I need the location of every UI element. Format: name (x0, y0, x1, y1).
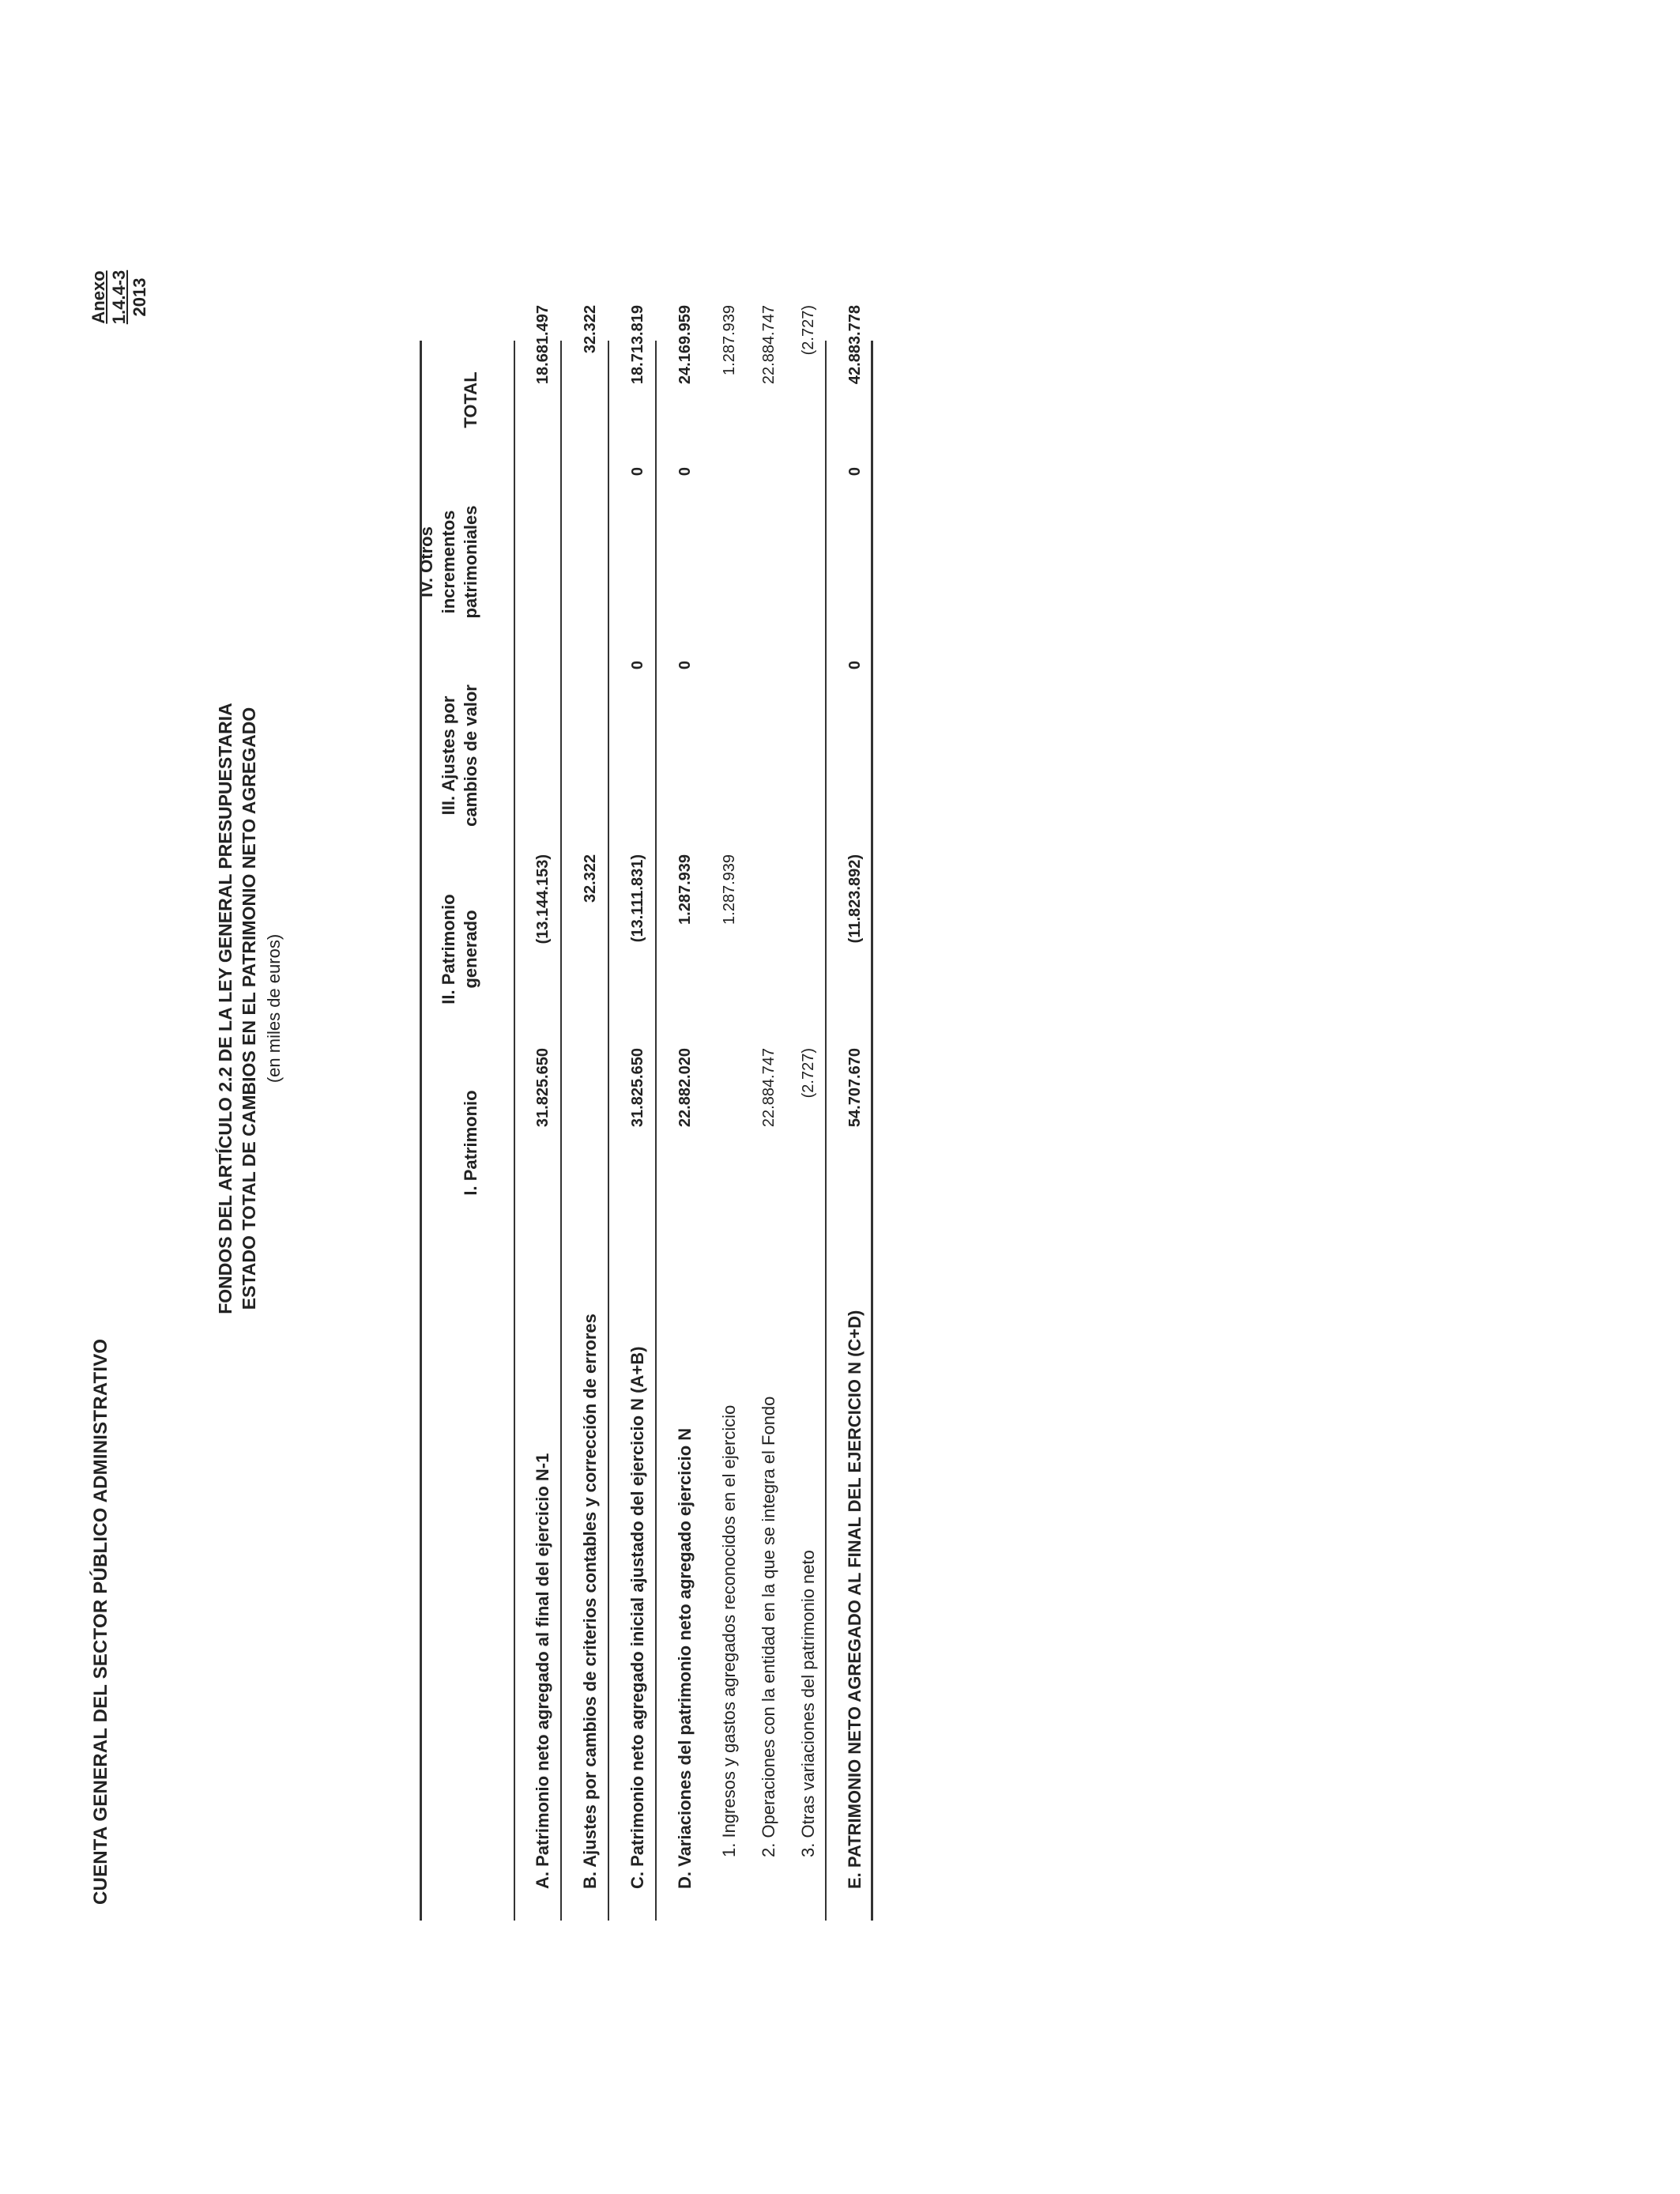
row-rule (655, 341, 657, 1921)
table-cell: 32.322 (582, 305, 599, 354)
row-label: 1. Ingresos y gastos agregados reconocidos en el ejercicio (719, 1404, 739, 1857)
table-cell: 42.883.778 (846, 305, 864, 385)
table-cell: 31.825.650 (629, 1048, 646, 1128)
table-cell: 54.707.670 (846, 1048, 864, 1128)
column-header-2 (438, 862, 482, 1036)
table-cell: 18.713.819 (629, 305, 646, 385)
table-cell: 32.322 (582, 854, 599, 903)
column-header-3 (438, 665, 482, 846)
column-header-line: incrementos (439, 510, 458, 614)
table-cell: (13.144.153) (534, 854, 552, 944)
column-header-line: III. Ajustes por (439, 696, 458, 816)
row-label: D. Variaciones del patrimonio neto agregado ejercicio N (675, 1427, 695, 1889)
table-cell: (2.727) (800, 305, 817, 356)
column-header-line: patrimoniales (461, 505, 480, 619)
table-cell: 0 (846, 467, 864, 477)
column-header-line: I. Patrimonio (461, 1090, 480, 1196)
column-header-line: TOTAL (461, 371, 480, 428)
annex-label: Anexo 1.4.4-3 (89, 270, 129, 325)
table-cell: (13.111.831) (629, 854, 646, 943)
table-cell: 22.882.020 (676, 1048, 694, 1128)
annex-reference (89, 250, 150, 345)
column-header-4 (416, 483, 482, 641)
units-note: (en miles de euros) (264, 933, 284, 1084)
row-label: E. PATRIMONIO NETO AGREGADO AL FINAL DEL EJERCICIO N (C+D) (845, 1310, 864, 1889)
column-header-line: generado (461, 910, 480, 989)
table-cell: 1.287.939 (721, 854, 738, 925)
annex-year: 2013 (130, 277, 149, 317)
row-rule (560, 341, 562, 1921)
column-header-5 (460, 349, 482, 451)
column-header-line: II. Patrimonio (439, 894, 458, 1005)
table-cell: 1.287.939 (676, 854, 694, 925)
table-cell: 0 (629, 467, 646, 477)
row-label: B. Ajustes por cambios de criterios contables y corrección de errores (580, 1314, 600, 1889)
organization-header: CUENTA GENERAL DEL SECTOR PÚBLICO ADMINISTRATIVO (90, 1338, 111, 1905)
column-header-line: IV. Otros (416, 526, 436, 598)
table-cell: 1.287.939 (721, 305, 738, 375)
row-rule (608, 341, 609, 1921)
table-cell: (2.727) (800, 1048, 817, 1099)
table-cell: 18.681.497 (534, 305, 552, 385)
table-cell: 31.825.650 (534, 1048, 552, 1128)
table-top-rule (420, 341, 422, 1921)
column-header-line: cambios de valor (461, 684, 480, 827)
row-label: 2. Operaciones con la entidad en la que se integra el Fondo (759, 1396, 778, 1857)
table-cell: 0 (676, 467, 694, 477)
table-cell: 0 (846, 661, 864, 670)
document-title-line2: ESTADO TOTAL DE CAMBIOS EN EL PATRIMONIO NETO AGREGADO (239, 707, 259, 1310)
table-cell: 24.169.959 (676, 305, 694, 385)
column-header-1 (460, 1064, 482, 1222)
table-cell: 22.884.747 (760, 305, 778, 385)
row-label: C. Patrimonio neto agregado inicial ajustado del ejercicio N (A+B) (627, 1346, 647, 1889)
table-cell: 0 (629, 661, 646, 670)
document-title-line1: FONDOS DEL ARTÍCULO 2.2 DE LA LEY GENERAL PRESUPUESTARIA (215, 703, 235, 1314)
row-label: 3. Otras variaciones del patrimonio neto (798, 1550, 818, 1857)
table-bottom-rule (871, 341, 873, 1921)
header-bottom-rule (514, 341, 515, 1921)
table-cell: 22.884.747 (760, 1048, 778, 1128)
row-rule (825, 341, 827, 1921)
table-cell: (11.823.892) (846, 854, 864, 944)
row-label: A. Patrimonio neto agregado al final del ejercicio N-1 (533, 1453, 552, 1889)
table-cell: 0 (676, 661, 694, 670)
